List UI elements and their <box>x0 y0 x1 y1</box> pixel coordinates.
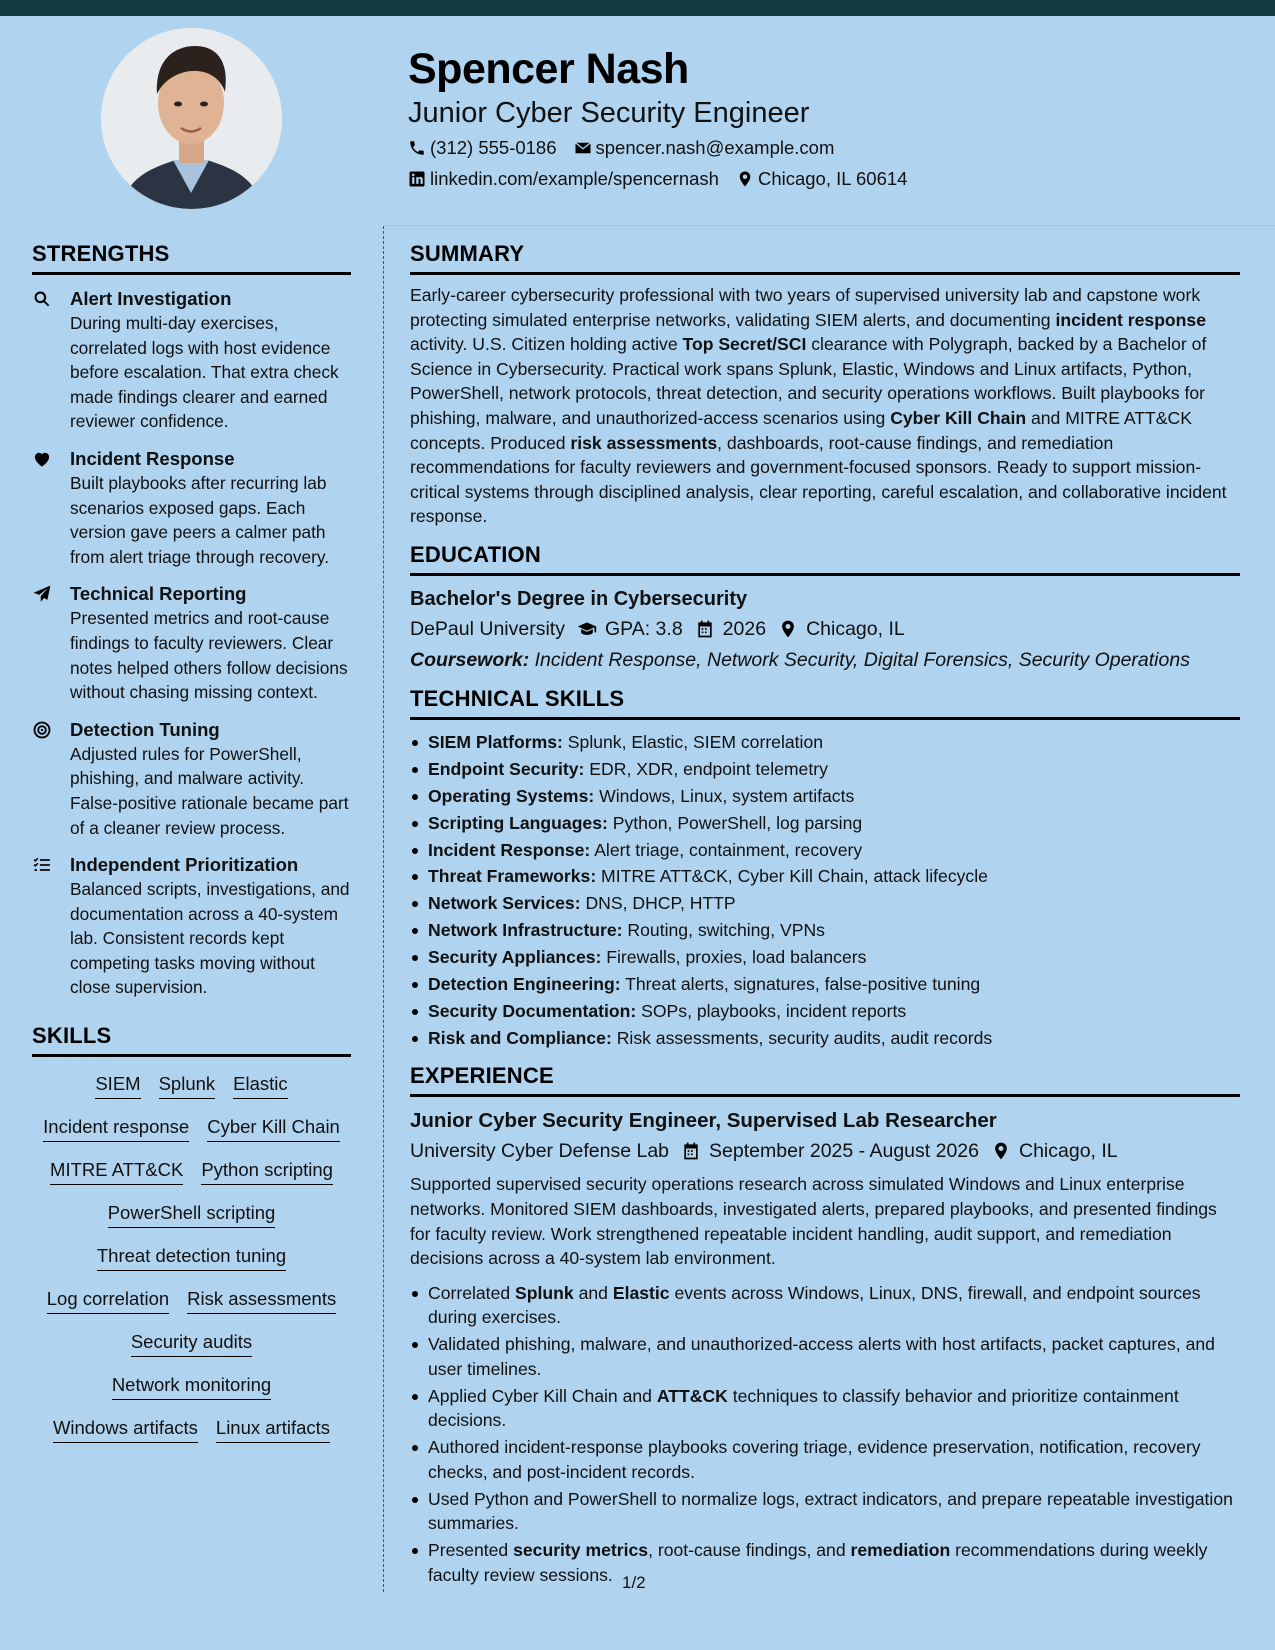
graduation-year: 2026 <box>722 617 767 640</box>
contact-row-2 <box>408 167 1248 191</box>
experience-bullet <box>410 1281 1240 1330</box>
calendar-icon <box>695 619 715 639</box>
technical-skills-section <box>410 685 1240 1050</box>
skill-tag-row <box>32 1286 351 1314</box>
page-number: 1/2 <box>622 1573 646 1592</box>
strength-description: Built playbooks after recurring lab scenarios exposed gaps. Each version gave peers a calmer path from alert triage through recovery. <box>70 472 330 567</box>
bullet-emphasis: Splunk <box>515 1282 574 1303</box>
heart-icon <box>32 449 52 469</box>
right-column <box>410 240 1240 1590</box>
technical-skill-label: Endpoint Security: <box>428 758 585 779</box>
skill-tag: SIEM <box>95 1071 140 1099</box>
technical-skill-value: Threat alerts, signatures, false-positive tuning <box>620 973 981 994</box>
bullet-text: Presented <box>428 1540 514 1561</box>
education-meta <box>410 616 1240 642</box>
map-pin-icon <box>991 1141 1011 1161</box>
technical-skill-label: Security Appliances: <box>428 947 602 968</box>
technical-skill-item <box>410 730 1240 755</box>
technical-skill-label: Scripting Languages: <box>428 812 608 833</box>
skill-tag-row <box>32 1243 351 1271</box>
education-heading: EDUCATION <box>410 541 1240 576</box>
experience-bullet <box>410 1384 1240 1433</box>
skill-tag: Risk assessments <box>187 1286 336 1314</box>
technical-skill-item <box>410 838 1240 863</box>
strength-title: Technical Reporting <box>70 583 247 605</box>
technical-skill-value: Splunk, Elastic, SIEM correlation <box>562 731 824 752</box>
job-summary: Supported supervised security operations research across simulated Windows and Linux enterprise networks. Monitored SIEM dashboards, investigated alerts, prepared playbooks, and presented findings for faculty review. Work strengthened repeatable incident handling, audit support, and remediation decisions across a 40-system lab environment. <box>410 1174 1217 1269</box>
technical-skill-item <box>410 811 1240 836</box>
technical-skill-value: SOPs, playbooks, incident reports <box>636 1000 907 1021</box>
gpa-text: GPA: 3.8 <box>604 617 683 640</box>
strength-description: Balanced scripts, investigations, and documentation across a 40-system lab. Consistent records kept competing tasks moving without close supervision. <box>70 879 350 998</box>
bullet-text: Authored incident-response playbooks covering triage, evidence preservation, notification, recovery checks, and post-incident records. <box>428 1437 1201 1482</box>
technical-skills-heading: TECHNICAL SKILLS <box>410 685 1240 720</box>
bullet-emphasis: ATT&CK <box>656 1385 728 1406</box>
skill-tag: PowerShell scripting <box>108 1200 276 1228</box>
skill-tag: Log correlation <box>47 1286 169 1314</box>
coursework-list: Incident Response, Network Security, Digital Forensics, Security Operations <box>534 648 1190 671</box>
experience-bullet <box>410 1332 1240 1381</box>
technical-skill-label: Risk and Compliance: <box>428 1027 612 1048</box>
technical-skill-item <box>410 918 1240 943</box>
email-contact[interactable] <box>574 136 835 160</box>
skill-tag: Incident response <box>43 1114 189 1142</box>
strength-title: Independent Prioritization <box>70 854 299 876</box>
skill-tag-row <box>32 1329 351 1357</box>
candidate-role: Junior Cyber Security Engineer <box>408 97 810 129</box>
skill-tag: Python scripting <box>201 1157 333 1185</box>
location-text: Chicago, IL 60614 <box>757 168 908 189</box>
experience-bullet <box>410 1487 1240 1536</box>
bullet-text: recommendations during weekly faculty review sessions. <box>428 1540 1208 1585</box>
skill-tag: Elastic <box>233 1071 288 1099</box>
skill-tag-row <box>32 1157 351 1185</box>
technical-skill-value: Windows, Linux, system artifacts <box>594 785 855 806</box>
strength-title: Alert Investigation <box>70 288 232 309</box>
job-dates: September 2025 - August 2026 <box>709 1140 979 1163</box>
skill-tag: Security audits <box>131 1329 252 1357</box>
paper-plane-icon <box>32 584 52 604</box>
envelope-icon <box>574 139 592 157</box>
skill-tag: Splunk <box>159 1071 216 1099</box>
school-location: Chicago, IL <box>806 617 905 640</box>
experience-bullet <box>410 1538 1240 1587</box>
technical-skill-value: Python, PowerShell, log parsing <box>607 812 863 833</box>
strength-item <box>32 447 351 569</box>
strength-description: Presented metrics and root-cause findings to faculty reviewers. Clear notes helped others follow decisions without chasing missing context. <box>70 608 348 703</box>
linkedin-icon <box>408 170 426 188</box>
technical-skill-label: Detection Engineering: <box>428 973 621 994</box>
experience-heading: EXPERIENCE <box>410 1062 1240 1097</box>
technical-skill-value: Routing, switching, VPNs <box>622 920 825 941</box>
coursework-label: Coursework: <box>410 648 530 671</box>
technical-skill-label: Operating Systems: <box>428 785 595 806</box>
strength-item <box>32 718 351 840</box>
technical-skill-item <box>410 891 1240 916</box>
technical-skill-item <box>410 1026 1240 1051</box>
bullet-text: Applied Cyber Kill Chain and <box>428 1385 657 1406</box>
contact-row-1 <box>408 136 1248 160</box>
technical-skill-label: Security Documentation: <box>428 1000 637 1021</box>
summary-heading: SUMMARY <box>410 240 1240 275</box>
header-divider <box>385 225 1275 226</box>
skills-heading: SKILLS <box>32 1022 351 1057</box>
profile-photo <box>101 28 282 209</box>
summary-text: Early-career cybersecurity professional with two years of supervised university lab and capstone work protecting simulated enterprise networks, validating SIEM alerts, and documenting <box>410 285 1201 330</box>
strength-item <box>32 287 351 434</box>
skill-tag-row <box>32 1372 351 1400</box>
job-location: Chicago, IL <box>1019 1140 1118 1163</box>
experience-bullets <box>410 1281 1240 1588</box>
map-pin-icon <box>736 170 754 188</box>
technical-skill-value: DNS, DHCP, HTTP <box>580 893 736 914</box>
bullet-text: and <box>573 1282 613 1303</box>
calendar-icon <box>681 1141 701 1161</box>
bullet-text: techniques to classify behavior and prioritize containment decisions. <box>428 1385 1179 1431</box>
summary-emphasis: risk assessments <box>570 432 718 453</box>
skill-tag: Network monitoring <box>112 1372 271 1400</box>
skills-tags <box>32 1071 351 1443</box>
technical-skill-label: Threat Frameworks: <box>428 866 597 887</box>
bullet-text: , root-cause findings, and <box>648 1540 851 1561</box>
summary-emphasis: incident response <box>1055 309 1206 330</box>
linkedin-contact[interactable] <box>408 167 719 191</box>
technical-skill-item <box>410 864 1240 889</box>
strengths-list <box>32 287 351 1000</box>
strength-item <box>32 853 351 1000</box>
bullet-emphasis: Elastic <box>612 1282 670 1303</box>
degree-title: Bachelor's Degree in Cybersecurity <box>410 587 748 610</box>
strengths-heading: STRENGTHS <box>32 240 351 275</box>
location-contact <box>736 167 907 191</box>
left-column <box>32 240 351 1458</box>
experience-section <box>410 1062 1240 1587</box>
phone-contact[interactable] <box>408 136 557 160</box>
skill-tag-row <box>32 1415 351 1443</box>
technical-skill-item <box>410 784 1240 809</box>
education-section <box>410 541 1240 673</box>
technical-skill-item <box>410 945 1240 970</box>
summary-text: clearance with Polygraph, backed by a Bachelor of Science in Cybersecurity. Practical work spans Splunk, Elastic, Windows and Linux artifacts, Python, PowerShell, network protocols, threat detection, and security operations workflows. Built playbooks for phishing, malware, and unauthorized-access scenarios using <box>410 334 1207 428</box>
summary-emphasis: Cyber Kill Chain <box>890 407 1027 428</box>
header <box>408 40 1248 191</box>
search-icon <box>32 289 52 309</box>
bullet-text: Used Python and PowerShell to normalize logs, extract indicators, and prepare repeatable investigation summaries. <box>428 1488 1233 1534</box>
skills-section <box>32 1022 351 1443</box>
technical-skill-label: Network Infrastructure: <box>428 920 623 941</box>
skill-tag: MITRE ATT&CK <box>50 1157 183 1185</box>
strength-title: Detection Tuning <box>70 718 220 740</box>
graduation-cap-icon <box>577 619 597 639</box>
avatar <box>101 28 282 209</box>
summary-text <box>410 283 1240 529</box>
technical-skill-label: SIEM Platforms: <box>428 731 563 752</box>
bullet-emphasis: remediation <box>850 1540 951 1561</box>
strength-item <box>32 582 351 704</box>
technical-skill-item <box>410 972 1240 997</box>
technical-skill-label: Incident Response: <box>428 839 591 860</box>
technical-skill-value: MITRE ATT&CK, Cyber Kill Chain, attack lifecycle <box>596 866 988 887</box>
phone-icon <box>408 139 426 157</box>
skill-tag: Threat detection tuning <box>97 1243 286 1271</box>
strength-description: During multi-day exercises, correlated logs with host evidence before escalation. That extra check made findings clearer and earned reviewer confidence. <box>70 313 339 432</box>
technical-skill-item <box>410 757 1240 782</box>
strength-description: Adjusted rules for PowerShell, phishing, and malware activity. False-positive rationale became part of a cleaner review process. <box>70 743 349 838</box>
technical-skill-value: Firewalls, proxies, load balancers <box>601 947 867 968</box>
technical-skill-value: Alert triage, containment, recovery <box>590 839 863 860</box>
experience-bullet <box>410 1435 1240 1484</box>
phone-text: (312) 555-0186 <box>430 137 557 158</box>
skill-tag: Linux artifacts <box>216 1415 330 1443</box>
skill-tag-row <box>32 1200 351 1228</box>
linkedin-text: linkedin.com/example/spencernash <box>430 168 719 189</box>
email-text: spencer.nash@example.com <box>595 137 835 158</box>
column-divider <box>383 226 384 1592</box>
strength-title: Incident Response <box>70 447 235 469</box>
bullet-text: Validated phishing, malware, and unauthorized-access alerts with host artifacts, packet captures, and user timelines. <box>428 1334 1215 1379</box>
skill-tag: Windows artifacts <box>53 1415 198 1443</box>
bullet-emphasis: security metrics <box>513 1540 649 1561</box>
technical-skill-value: EDR, XDR, endpoint telemetry <box>584 758 828 779</box>
technical-skill-value: Risk assessments, security audits, audit records <box>611 1027 993 1048</box>
map-pin-icon <box>778 619 798 639</box>
summary-text: and MITRE ATT&CK concepts. Produced <box>410 407 1192 453</box>
skill-tag-row <box>32 1114 351 1142</box>
job-meta <box>410 1138 1240 1164</box>
task-list-icon <box>32 855 52 875</box>
summary-text: , dashboards, root-cause findings, and remediation recommendations for faculty reviewers and government-focused sponsors. Ready to support mission-critical systems through disciplined analysis, clear reporting, careful escalation, and collaborative incident response. <box>410 432 1227 527</box>
candidate-name: Spencer Nash <box>408 45 689 93</box>
coursework <box>410 647 1240 673</box>
technical-skill-item <box>410 999 1240 1024</box>
skill-tag: Cyber Kill Chain <box>207 1114 340 1142</box>
school-name: DePaul University <box>410 617 565 640</box>
bullet-text: Correlated <box>428 1282 516 1303</box>
top-accent-bar <box>0 0 1275 16</box>
summary-text: activity. U.S. Citizen holding active <box>410 334 683 355</box>
job-title: Junior Cyber Security Engineer, Supervised Lab Researcher <box>410 1109 997 1133</box>
target-icon <box>32 720 52 740</box>
bullet-text: events across Windows, Linux, DNS, firewall, and endpoint sources during exercises. <box>428 1282 1201 1328</box>
summary-emphasis: Top Secret/SCI <box>682 334 807 355</box>
technical-skills-list <box>410 730 1240 1050</box>
skill-tag-row <box>32 1071 351 1099</box>
technical-skill-label: Network Services: <box>428 893 581 914</box>
employer-name: University Cyber Defense Lab <box>410 1140 670 1163</box>
